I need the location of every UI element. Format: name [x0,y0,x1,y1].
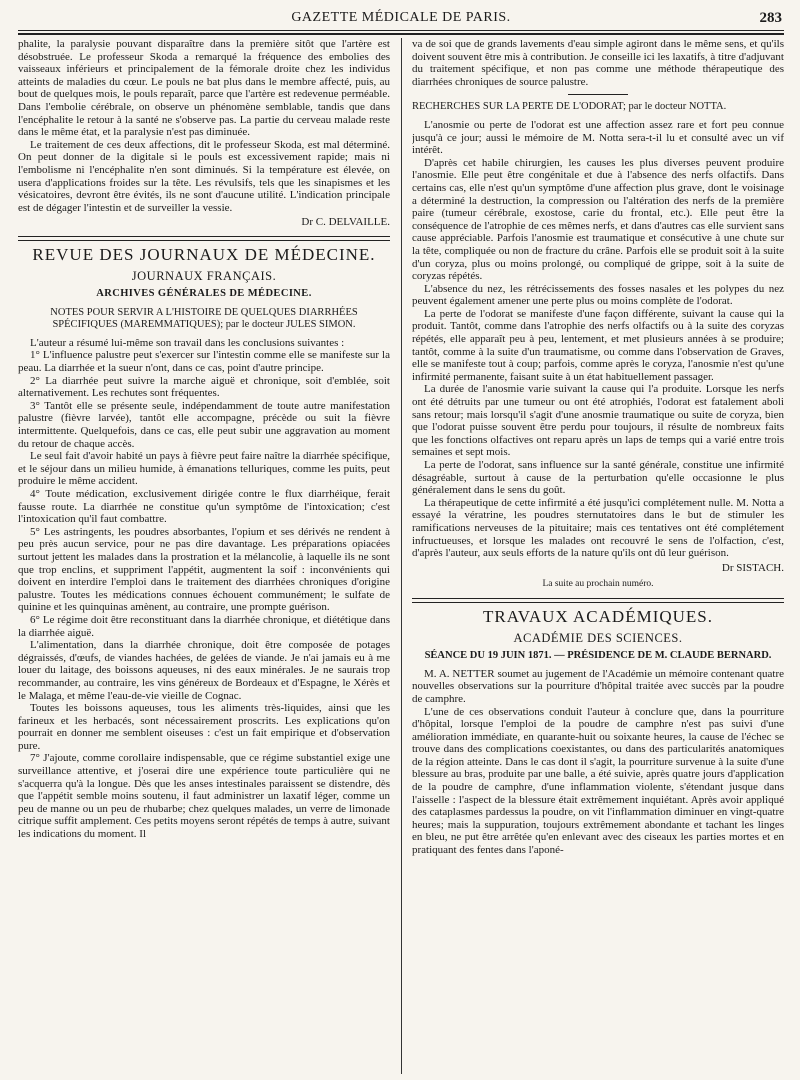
continued-note: La suite au prochain numéro. [542,579,654,590]
paragraph: L'anosmie ou perte de l'odorat est une affection assez rare et fort peu connue jusqu'à ce jour; aussi le mémoire de M. Notta sera-t-il lu et consulté avec un vif intérêt. [412,118,784,157]
header-rule [18,33,784,35]
article-body-simon [18,337,390,841]
paragraph: D'après cet habile chirurgien, les causes les plus diverses peuvent produire l'anosmie. Elle peut être congénitale et due à l'absence des nerfs olfactifs. Dans certains cas, elle n'est qu'un symptôme d'une affection plus grave, dont le voisinage a déterminé la destruction, la compression ou l'altération des nerfs de la première paire (tumeur cérébrale, exostose, carie du frontal, etc.). Elle peut être la conséquence de l'atrophie de ces mêmes nerfs, et dans d'autres cas elle survient sans cause appréciable. Parfois l'anosmie est traumatique et consécutive à une chute sur la tête, compliquée ou non de fracture du crâne. Parfois elle se produit soit à la suite d'un coryza, plus ou moins prolongé, ou compliqué de grippe, soit à la suite de coryzas répétés. [412,156,784,283]
seance-heading: SÉANCE DU 19 JUIN 1871. — PRÉSIDENCE DE M. CLAUDE BERNARD. [424,650,772,662]
paragraph: Le seul fait d'avoir habité un pays à fièvre peut faire naître la diarrhée spécifique, et le séjour dans un milieu humide, à émanations telluriques, comme les puits, peut produire le même accident. [18,450,390,488]
columns [18,38,784,1074]
paragraph: Le traitement de ces deux affections, dit le professeur Skoda, est mal déterminé. On peut donner de la digitale si le pouls est excessivement rapide; mais ni l'embolisme ni l'encéphalite n'en sont diminués. Si la température est élevée, on usera d'applications froides sur la tête. Les révulsifs, tels que les sinapismes et les vésicatoires, devront être évités, ils ne sont d'aucune utilité. L'indication principale est de dégager l'intestin et de surveiller la vessie. [18,138,390,214]
paragraph: Toutes les boissons aqueuses, tous les aliments très-liquides, ainsi que les farineux et les herbacés, sont nécessairement proscrits. Les explications qu'on pourrait en donner me semblent oiseuses : c'est un fait empirique et d'observation pure. [18,702,390,752]
right-column [412,38,784,1074]
paragraph: L'alimentation, dans la diarrhée chronique, doit être composée de potages dégraissés, d'œufs, de viandes hachées, de gelées de viande. Je n'ai jamais eu à me louer du laitage, des boissons aqueuses, ni des eaux minérales. Je ne saurais trop recommander, au contraire, les vins généreux de Bordeaux et d'Espagne, le Xérès et le Malaga, et même l'eau-de-vie vieille de Cognac. [18,639,390,702]
newspaper-page [18,8,784,1074]
paragraph: M. A. NETTER soumet au jugement de l'Académie un mémoire contenant quatre nouvelles observations sur la pourriture d'hôpital traitée avec succès par la poudre de camphre. [412,667,784,705]
signature-delvaille: Dr C. DELVAILLE. [301,216,390,229]
article-title-notta: RECHERCHES SUR LA PERTE DE L'ODORAT; par le docteur NOTTA. [412,101,727,113]
column-divider [401,38,402,1074]
left-column [18,38,390,1074]
article-body-notta [412,119,784,560]
paragraph: La perte de l'odorat, sans influence sur la santé générale, constitue une infirmité désagréable, surtout à cause de la perturbation qu'elle occasionne le plus généralement dans le sens du goût. [412,459,784,497]
paragraph: 3° Tantôt elle se présente seule, indépendamment de toute autre manifestation palustre (fièvre larvée), tantôt elle accompagne, précède ou suit la fièvre intermittente. Quelquefois, dans ce cas, elle peut subir une aggravation au moment du retour de chaque accès. [18,399,390,450]
paragraph: La perte de l'odorat se manifeste d'une façon différente, suivant la cause qui la produit. Tantôt, comme dans l'atrophie des nerfs olfactifs ou à la suite des coryzas répétés, elle apparaît peu à peu, lentement, et met plusieurs années à se produire; tantôt, comme à la suite d'un traumatisme, ou comme dans l'observation de Graves, elle se manifeste tout à coup; parfois, comme après le coryza, l'anosmie n'est qu'une infirmité permanente, faisant suite à un état habituellement passager. [412,307,784,383]
section-title-revue: REVUE DES JOURNAUX DE MÉDECINE. [32,244,376,264]
short-rule [568,94,628,95]
section-rule [18,236,390,241]
paragraph: 4° Toute médication, exclusivement dirigée contre le flux diarrhéique, ferait fausse route. La diarrhée ne constitue qu'un symptôme de l'intoxication; c'est l'intoxication qu'il faut combattre. [18,488,390,526]
subtitle-archives: ARCHIVES GÉNÉRALES DE MÉDECINE. [96,288,312,300]
page-number: 283 [759,10,782,26]
subtitle-journaux: JOURNAUX FRANÇAIS. [131,268,277,283]
section-rule [412,598,784,603]
paragraph: La durée de l'anosmie varie suivant la cause qui l'a produite. Lorsque les nerfs ont été détruits par une tumeur ou ont été atrophiés, l'odorat est fatalement aboli sans retour; mais lorsqu'il s'agit d'une anosmie traumatique ou suite de coryza, bien que l'odorat puisse souvent être perdu pour toujours, il résulte de nombreux faits que les fonctions olfactives ont reparu après un laps de temps qui a varié entre trois semaines et sept mois. [412,383,784,459]
paragraph: La thérapeutique de cette infirmité a été jusqu'ici complétement nulle. M. Notta a essayé la vératrine, les poudres sternutatoires dans le but de stimuler les ramifications nerveuses de la pituitaire; mais ces tentatives ont été complétement infructueuses, et lorsque les malades ont recouvré le sens de l'olfaction, c'est, d'après l'auteur, aux seuls efforts de la nature qu'ils ont dû leur guérison. [412,496,784,560]
journal-title: GAZETTE MÉDICALE DE PARIS. [291,10,511,25]
section-title-travaux: TRAVAUX ACADÉMIQUES. [482,606,713,626]
paragraph: va de soi que de grands lavements d'eau simple agiront dans le même sens, et qu'ils doivent souvent être mis à contribution. Je conseille ici les laxatifs, à titre d'adjuvant du traitement spécifique, et non pas comme une méthode thérapeutique des diarrhées chroniques de source palustre. [412,38,784,88]
paragraph: 5° Les astringents, les poudres absorbantes, l'opium et ses dérivés ne rendent à peu près aucun service, pour ne pas dire davantage. Les préparations opiacées surtout jettent les malades dans la prostration et la mélancolie, à laquelle ils ne sont que trop enclins, et suppriment l'appétit, augmentent la soif : inconvénients qui doivent en interdire l'emploi dans le traitement des diarrhées chroniques d'origine palustre. Toutes les médications connues échouent communément; le sulfate de quinine et les quinquinas amènent, au contraire, une prompte guérison. [18,525,390,614]
paragraph: phalite, la paralysie pouvant disparaître dans la première sitôt que l'artère est désobstruée. Le professeur Skoda a remarqué la fréquence des embolies des vaisseaux inférieurs et principalement de la fémorale droite chez les individus atteints de maladies du cœur. Le pouls ne bat plus dans le membre affecté, puis, au bout de quelques mois, le pouls reparaît, parce que l'artère est redevenue perméable. Dans l'embolie cérébrale, on observe un phénomène semblable, tandis que dans l'encéphalite le retour à la santé ne s'observe pas. La partie du cerveau malade reste dans le même état, et la paralysie n'est pas diminuée. [18,38,390,139]
paragraph: L'absence du nez, les rétrécissements des fosses nasales et les polypes du nez peuvent également amener une perte plus ou moins complète de l'odorat. [412,282,784,308]
page-header [18,8,784,31]
paragraph: 7° J'ajoute, comme corollaire indispensable, que ce régime substantiel exige une surveillance attentive, et j'oserai dire une expérience toute particulière qui ne s'acquerra qu'à la longue. Dès que les anses intestinales paraissent se distendre, dès que l'appétit semble moins soutenu, il faut administrer un laxatif léger, comme un peu de manne ou un peu de rhubarbe; chez quelques malades, un verre de limonade citrique suffit amplement. Ces petits moyens seront répétés de temps à autre, suivant les indications du moment. Il [18,752,390,841]
paragraph: 2° La diarrhée peut suivre la marche aiguë et chronique, soit d'emblée, soit alternativement. Les rechutes sont fréquentes. [18,374,390,400]
paragraph: 1° L'influence palustre peut s'exercer sur l'intestin comme elle se manifeste sur la peau. La diarrhée et la sueur n'ont, dans ce cas, point d'autre principe. [18,349,390,375]
paragraph: L'auteur a résumé lui-même son travail dans les conclusions suivantes : [30,336,345,349]
subtitle-academie: ACADÉMIE DES SCIENCES. [513,630,683,645]
article-body-netter [412,668,784,857]
paragraph: 6° Le régime doit être reconstituant dans la diarrhée chronique, et diététique dans la diarrhée aiguë. [18,613,390,639]
article-title-simon: NOTES POUR SERVIR A L'HISTOIRE DE QUELQUES DIARRHÉES SPÉCIFIQUES (MAREMMATIQUES); par le docteur JULES SIMON. [50,306,358,331]
signature-sistach: Dr SISTACH. [721,561,784,574]
paragraph: L'une de ces observations conduit l'auteur à conclure que, dans la pourriture d'hôpital, lorsque l'emploi de la poudre de camphre n'est pas suivi d'une amélioration immédiate, en quarante-huit ou soixante heures, la cause de l'échec se trouve dans des complications coexistantes, ou dans des particularités anatomiques de la région atteinte. Dans le cas dont il s'agit, la pourriture survenue à la suite d'une blessure au bras, produite par une balle, a été suivie, après quatre jours d'application de la poudre de camphre, d'une inflammation violente, s'étendant jusque dans l'aisselle : l'aspect de la blessure était extrêmement inquiétant. Après avoir appliqué des cataplasmes pardessus la poudre, on vit l'inflammation diminuer en vingt-quatre heures; mais la suppuration, toujours extrêmement abondante et tachant les linges en bleu, ne put être arrêtée qu'en enlevant avec des ciseaux les parties mortes et en pratiquant des fentes dans l'aponé- [412,705,784,857]
